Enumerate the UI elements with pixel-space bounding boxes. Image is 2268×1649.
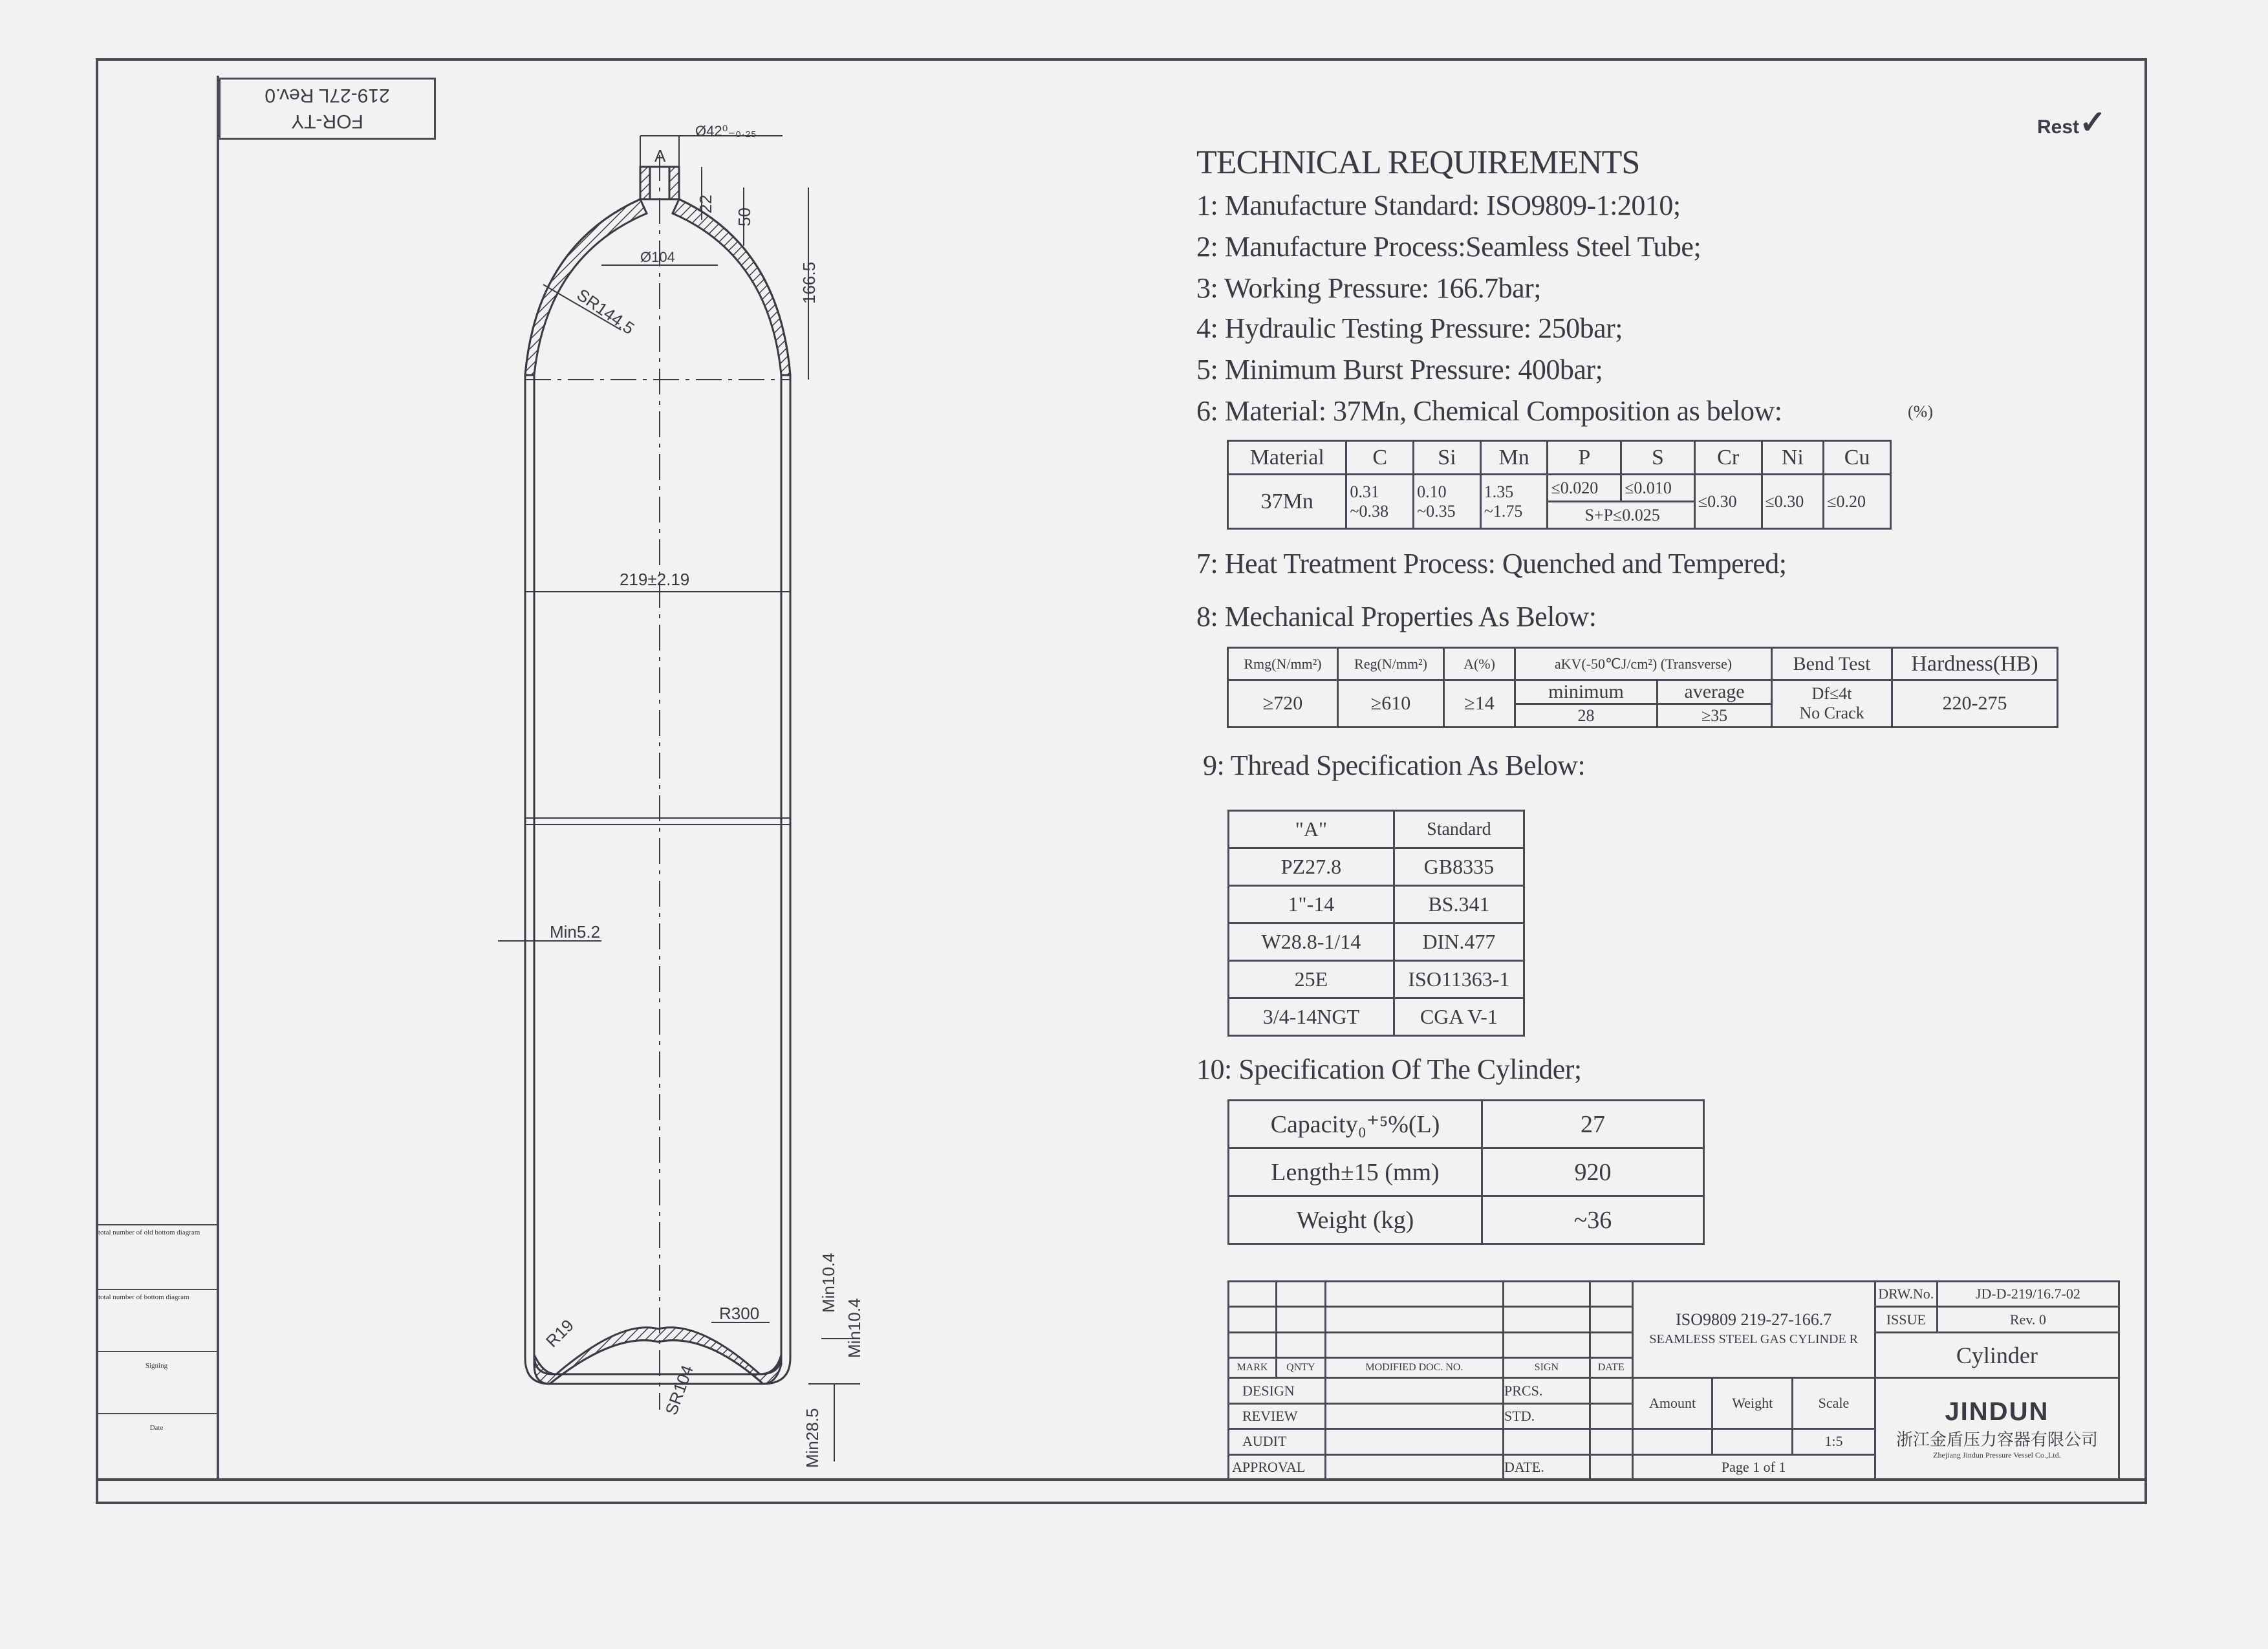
tb-issue-label: ISSUE: [1875, 1307, 1937, 1332]
dim-sr104-label: SR104: [661, 1363, 697, 1418]
mech-header-avg: average: [1658, 680, 1772, 704]
tb-date: DATE: [1590, 1358, 1632, 1378]
tb-drw-no: JD-D-219/16.7-02: [1937, 1282, 2119, 1307]
chem-header-p: P: [1548, 441, 1621, 475]
table-row: [1229, 848, 1524, 886]
company-logo: JINDUN: [1945, 1397, 2049, 1427]
chem-header-s: S: [1621, 441, 1695, 475]
thread-cell: 3/4-14NGT: [1229, 998, 1394, 1036]
mechanical-properties-table: [1227, 647, 2058, 728]
tb-design: DESIGN: [1229, 1378, 1326, 1403]
mech-reg: ≥610: [1338, 680, 1444, 727]
thread-cell: ISO11363-1: [1394, 961, 1524, 998]
sidebar-date-label: Date: [149, 1424, 164, 1432]
chem-cu: ≤0.20: [1824, 475, 1891, 529]
table-row: [1229, 998, 1524, 1036]
sidebar-bottom-label: total number of bottom diagram: [98, 1293, 189, 1301]
thread-header-standard: Standard: [1394, 811, 1524, 848]
dim-min104b-label: Min10.4: [845, 1298, 864, 1358]
mech-header-hb: Hardness(HB): [1892, 648, 2058, 680]
thread-cell: 1"-14: [1229, 886, 1394, 923]
requirement-1: 1: Manufacture Standard: ISO9809-1:2010;: [1196, 189, 1681, 221]
sidebar-signing-label: Signing: [145, 1362, 168, 1370]
title-block: [1227, 1280, 2120, 1481]
tb-scale: Scale: [1793, 1378, 1875, 1429]
chem-si: 0.10 ~0.35: [1414, 475, 1481, 529]
form-code: FOR-TY 219-27L Rev.0: [265, 85, 390, 132]
requirement-9: 9: Thread Specification As Below:: [1203, 749, 1586, 781]
table-row: [1229, 1101, 1704, 1148]
dim-dia-label: 219±2.19: [620, 570, 690, 589]
cyl-cell: ~36: [1482, 1196, 1704, 1244]
chem-ni: ≤0.30: [1762, 475, 1824, 529]
chem-header-ni: Ni: [1762, 441, 1824, 475]
tb-weight: Weight: [1712, 1378, 1793, 1429]
dim-22-label: 22: [696, 195, 715, 213]
tb-company: [1875, 1378, 2119, 1480]
tb-sign: SIGN: [1504, 1358, 1590, 1378]
table-row: [1229, 886, 1524, 923]
tb-approval: APPROVAL: [1229, 1454, 1326, 1480]
cyl-cell: Capacity₀⁺⁵%(L): [1229, 1101, 1482, 1148]
tb-desc-line1: ISO9809 219-27-166.7: [1676, 1310, 1832, 1330]
tb-review: REVIEW: [1229, 1403, 1326, 1428]
mech-avg: ≥35: [1658, 704, 1772, 727]
tb-std: STD.: [1504, 1403, 1590, 1428]
dim-thread-label: A: [654, 146, 666, 166]
tb-mark: MARK: [1229, 1358, 1277, 1378]
cyl-cell: Length±15 (mm): [1229, 1148, 1482, 1196]
requirement-2: 2: Manufacture Process:Seamless Steel Tube;: [1196, 231, 1701, 263]
mech-hb: 220-275: [1892, 680, 2058, 727]
mech-bend: Df≤4t No Crack: [1772, 680, 1892, 727]
dim-r300-label: R300: [719, 1304, 760, 1323]
requirement-3: 3: Working Pressure: 166.7bar;: [1196, 272, 1542, 304]
chem-header-cu: Cu: [1824, 441, 1891, 475]
dim-min104a-label: Min10.4: [819, 1253, 838, 1313]
mech-rmg: ≥720: [1228, 680, 1338, 727]
company-name-en: Zhejiang Jindun Pressure Vessel Co.,Ltd.: [1933, 1450, 2061, 1460]
requirement-6: 6: Material: 37Mn, Chemical Composition as below:: [1196, 395, 1782, 427]
thread-header-a: "A": [1229, 811, 1394, 848]
chem-header-cr: Cr: [1694, 441, 1762, 475]
table-row: [1229, 1196, 1704, 1244]
chem-header-mn: Mn: [1480, 441, 1548, 475]
mech-header-rmg: Rmg(N/mm²): [1228, 648, 1338, 680]
mech-header-bend: Bend Test: [1772, 648, 1892, 680]
checkmark-icon: ✓: [2079, 104, 2106, 140]
chem-header-si: Si: [1414, 441, 1481, 475]
tb-issue: Rev. 0: [1937, 1307, 2119, 1332]
cylinder-outline: [525, 199, 790, 1384]
dim-104-label: Ø104: [640, 249, 675, 265]
dim-min285-label: Min28.5: [803, 1408, 822, 1468]
thread-cell: CGA V-1: [1394, 998, 1524, 1036]
table-row: [1229, 923, 1524, 961]
dim-166-label: 166.5: [799, 261, 819, 304]
tb-page: Page 1 of 1: [1632, 1454, 1875, 1480]
cyl-cell: 920: [1482, 1148, 1704, 1196]
tb-date2: DATE.: [1504, 1454, 1590, 1480]
mech-a: ≥14: [1444, 680, 1515, 727]
thread-cell: W28.8-1/14: [1229, 923, 1394, 961]
requirement-7: 7: Heat Treatment Process: Quenched and Tempered;: [1196, 548, 1787, 579]
chem-s: ≤0.010: [1621, 475, 1695, 502]
chemical-composition-table: [1227, 440, 1892, 530]
thread-cell: GB8335: [1394, 848, 1524, 886]
chem-cr: ≤0.30: [1694, 475, 1762, 529]
chem-material: 37Mn: [1228, 475, 1346, 529]
mech-header-reg: Reg(N/mm²): [1338, 648, 1444, 680]
sidebar-old-bottom-label: total number of old bottom diagram: [98, 1229, 200, 1236]
thread-cell: DIN.477: [1394, 923, 1524, 961]
thread-cell: 25E: [1229, 961, 1394, 998]
dim-r19-label: R19: [542, 1315, 578, 1352]
tb-part-name: Cylinder: [1875, 1332, 2119, 1378]
percent-unit: (%): [1908, 402, 1933, 421]
dim-50-label: 50: [735, 208, 754, 226]
cyl-cell: Weight (kg): [1229, 1196, 1482, 1244]
thread-cell: BS.341: [1394, 886, 1524, 923]
requirement-5: 5: Minimum Burst Pressure: 400bar;: [1196, 354, 1603, 385]
dim-sr144-label: SR144.5: [573, 285, 638, 338]
tb-desc: [1632, 1282, 1875, 1378]
mech-min: 28: [1515, 704, 1658, 727]
company-name-cn: 浙江金盾压力容器有限公司: [1895, 1430, 2098, 1450]
chem-mn: 1.35 ~1.75: [1480, 475, 1548, 529]
tb-prcs: PRCS.: [1504, 1378, 1590, 1403]
tb-amount: Amount: [1632, 1378, 1712, 1429]
requirement-8: 8: Mechanical Properties As Below:: [1196, 601, 1597, 632]
table-row: [1229, 1148, 1704, 1196]
chem-p: ≤0.020: [1548, 475, 1621, 502]
tb-modified: MODIFIED DOC. NO.: [1325, 1358, 1503, 1378]
tb-audit: AUDIT: [1229, 1429, 1326, 1454]
table-row: [1229, 961, 1524, 998]
mech-header-a: A(%): [1444, 648, 1515, 680]
dim-min52-label: Min5.2: [550, 922, 601, 942]
chem-header-material: Material: [1228, 441, 1346, 475]
thread-spec-table: [1227, 810, 1525, 1037]
mech-header-akv: aKV(-50℃J/cm²) (Transverse): [1515, 648, 1772, 680]
mech-header-min: minimum: [1515, 680, 1658, 704]
tb-scale-value: 1:5: [1793, 1429, 1875, 1454]
tb-qnty: QNTY: [1276, 1358, 1325, 1378]
dim-neck-label: Ø42⁰₋₀.₂₅: [695, 123, 757, 139]
tb-desc-line2: SEAMLESS STEEL GAS CYLINDE R: [1649, 1332, 1858, 1347]
chem-header-c: C: [1346, 441, 1414, 475]
cyl-cell: 27: [1482, 1101, 1704, 1148]
tb-drw-no-label: DRW.No.: [1875, 1282, 1937, 1307]
requirement-10: 10: Specification Of The Cylinder;: [1196, 1053, 1582, 1085]
technical-requirements-title: TECHNICAL REQUIREMENTS: [1196, 144, 1640, 181]
requirement-4: 4: Hydraulic Testing Pressure: 250bar;: [1196, 312, 1623, 344]
review-stamp-text: Rest: [2037, 116, 2080, 138]
chem-sp: S+P≤0.025: [1548, 502, 1694, 529]
cylinder-spec-table: [1227, 1099, 1705, 1245]
thread-cell: PZ27.8: [1229, 848, 1394, 886]
chem-c: 0.31 ~0.38: [1346, 475, 1414, 529]
